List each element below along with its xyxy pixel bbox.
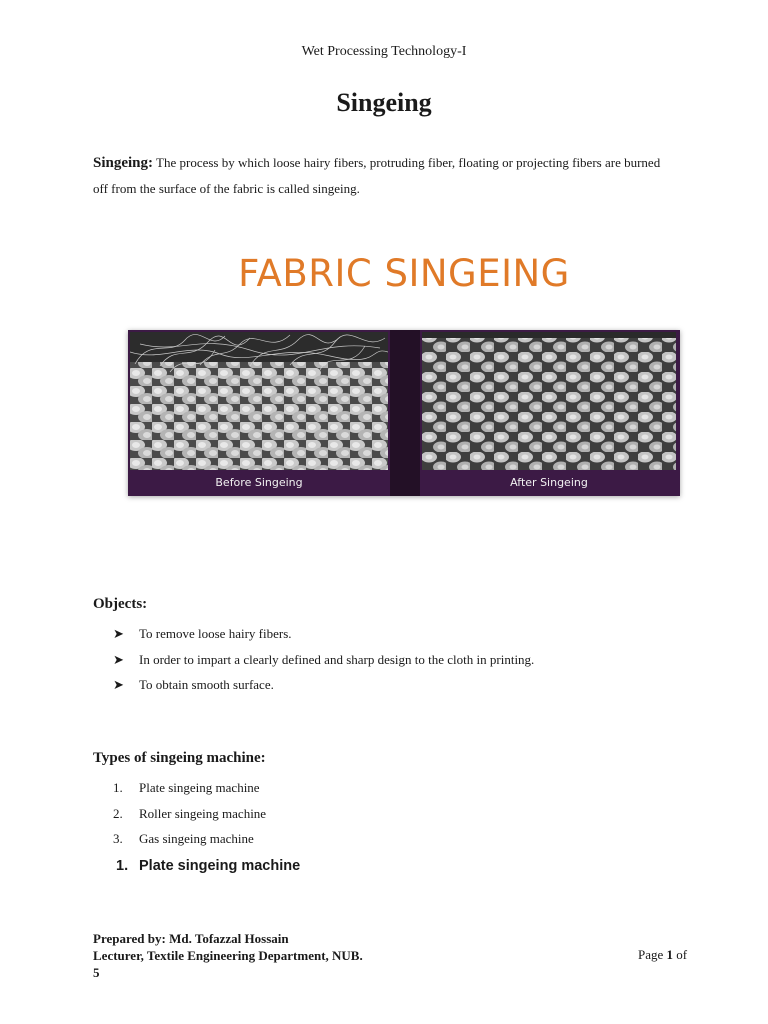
page-footer xyxy=(93,930,703,981)
page-title: Singeing xyxy=(336,88,432,117)
subheading-number: 1. xyxy=(116,858,129,874)
arrowhead-icon: ➤ xyxy=(113,651,124,667)
page-number xyxy=(638,947,687,963)
smooth-fabric-texture xyxy=(422,332,676,470)
figure-divider xyxy=(390,330,420,496)
list-item-text: Plate singeing machine xyxy=(139,780,260,795)
before-singeing-caption: Before Singeing xyxy=(215,476,303,489)
arrowhead-icon: ➤ xyxy=(113,677,124,692)
figure-title: FABRIC SINGEING xyxy=(238,252,570,295)
list-item xyxy=(113,677,713,703)
after-singeing-caption: After Singeing xyxy=(510,476,588,489)
footer-prepared-by: Prepared by: Md. Tofazzal Hossain xyxy=(93,931,289,946)
list-item xyxy=(113,831,613,857)
section-subheading xyxy=(116,858,300,874)
after-singeing-photo xyxy=(422,332,676,470)
page-current: 1 xyxy=(666,947,674,962)
list-item xyxy=(113,626,713,652)
arrowhead-icon: ➤ xyxy=(113,626,124,641)
before-singeing-photo xyxy=(130,332,388,470)
figure-photo xyxy=(128,330,680,496)
footer-designation: Lecturer, Textile Engineering Department, NUB. xyxy=(93,948,363,963)
hairy-fabric-texture xyxy=(130,332,388,470)
types-heading: Types of singeing machine: xyxy=(93,750,266,766)
list-item xyxy=(113,806,613,832)
list-item-text: To remove loose hairy fibers. xyxy=(139,626,292,641)
page-of: of xyxy=(676,947,688,962)
list-number: 3. xyxy=(113,831,123,846)
types-list xyxy=(113,780,613,857)
footer-page-total: 5 xyxy=(93,965,100,980)
objects-heading: Objects: xyxy=(93,596,148,612)
page-header: Wet Processing Technology-I xyxy=(301,44,467,59)
list-item xyxy=(113,780,613,806)
list-number: 2. xyxy=(113,805,123,821)
list-item-text: Gas singeing machine xyxy=(139,831,254,846)
intro-definition: The process by which loose hairy fibers, protruding fiber, floating or projecting fibers are burned off from the surface of the fabric is called singeing. xyxy=(93,155,661,196)
intro-paragraph xyxy=(93,150,673,202)
intro-term: Singeing: xyxy=(93,155,154,171)
list-item-text: In order to impart a clearly defined and sharp design to the cloth in printing. xyxy=(139,651,535,667)
list-item-text: To obtain smooth surface. xyxy=(139,677,274,692)
list-number: 1. xyxy=(113,780,123,795)
fabric-singeing-figure xyxy=(128,250,680,496)
list-item xyxy=(113,652,713,678)
subheading-label: Plate singeing machine xyxy=(139,858,301,874)
page-prefix: Page xyxy=(638,947,664,962)
objects-list xyxy=(113,626,713,703)
list-item-text: Roller singeing machine xyxy=(139,805,267,821)
